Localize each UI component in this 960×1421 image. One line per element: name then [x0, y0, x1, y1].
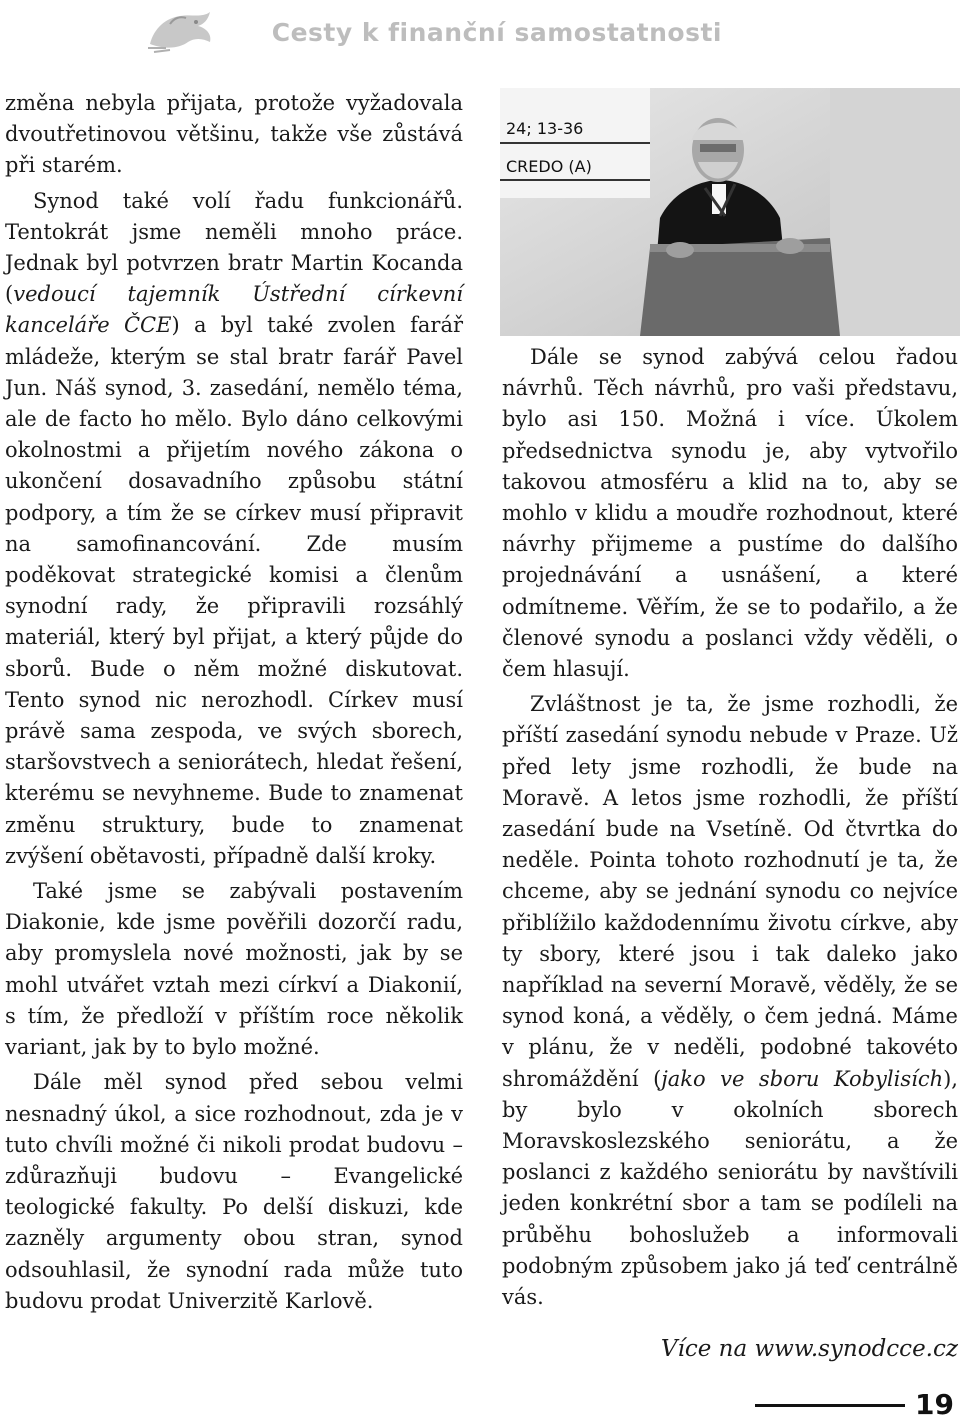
- photo-speaker-at-pulpit: [500, 88, 960, 336]
- paragraph-text: ), by bylo v okolních sborech Moravskoslezského seniorátu, a že poslanci z každého seniorátu by navštívili jeden konkrétní sbor a tam se podíleli na průběhu bohoslužeb a informovali podobným způsobem jako já teď centrálně vás.: [502, 1066, 958, 1310]
- running-header-title: Cesty k finanční samostatnosti: [271, 18, 722, 47]
- hymn-board-line1: 24; 13-36: [506, 119, 584, 138]
- paragraph: [5, 876, 463, 1063]
- italic-text: jako ve sboru Kobylisích: [661, 1066, 944, 1091]
- paragraph-text: změna nebyla přijata, protože vyžadovala dvoutřetinovou většinu, takže vše zůstává při starém.: [5, 91, 463, 178]
- photo-illustration: [500, 88, 960, 336]
- paragraph: [5, 1067, 463, 1317]
- paragraph-text: Dále se synod zabývá celou řadou návrhů. Těch návrhů, pro vaši představu, bylo asi 150. Možná i více. Úkolem předsednictva synodu je, aby vytvořilo takovou atmosféru a klid na to, aby se mohlo v klidu a moudře rozhodnout, které návrhy přijmeme a pustíme do dalšího projednávání a usnášení, a které odmítneme. Věřím, že se to podařilo, a že členové synodu a poslanci vždy věděli, o čem hlasují.: [502, 345, 958, 682]
- paragraph-text: Zvláštnost je ta, že jsme rozhodli, že příští zasedání synodu nebude v Praze. Už před lety jsme rozhodli, že bude na Moravě. A letos jsme rozhodli, že příští zasedání bude na Vsetíně. Od čtvrtka do neděle. Pointa tohoto rozhodnutí je ta, že chceme, aby se jednání synodu co nejvíce přiblížilo každodennímu životu církve, aby ty sbory, které jsou i tak daleko jako například na severní Moravě, věděly, že se synod koná, a věděly, o čem jedná. Máme v plánu, že v neděli, podobné takovéto shromáždění (: [502, 692, 958, 1091]
- paragraph: [5, 186, 463, 872]
- right-article-column: [502, 342, 958, 1313]
- page-number: 19: [915, 1388, 954, 1421]
- paragraph-text: Také jsme se zabývali postavením Diakonie, kde jsme pověřili dozorčí radu, aby promyslela nové možnosti, jak by se mohl utvářet vztah mezi církví a Diakonií, s tím, že předloží v příštím roce několik variant, jak by to bylo možné.: [5, 879, 463, 1060]
- paragraph-text: ) a byl také zvolen farář mládeže, kterým se stal bratr farář Pavel Jun. Náš synod, 3. zasedání, nemělo téma, ale de facto ho mělo. Bylo dáno celkovými okolnostmi a přijetím nového zákona o ukončení dosavadního způsobu státní podpory, a tím že se církev musí připravit na samofinancování. Zde musím poděkovat strategické komisi a členům synodní rady, že připravili rozsáhlý materiál, který byl přijat, a který půjde do sborů. Bude o něm možné diskutovat. Tento synod nic nerozhodl. Církev musí právě sama zespoda, ve svých sborech, staršovstvech a seniorátech, hledat řešení, kterému se nevyhneme. Bude to znamenat změnu struktury, bude to znamenat zvýšení obětavosti, případně další kroky.: [5, 313, 463, 868]
- paragraph-text: Synod také volí řadu funkcionářů. Tentokrát jsme neměli mnoho práce. Jednak byl potvrzen bratr Martin Kocanda (: [5, 188, 463, 307]
- footer-rule: [755, 1404, 905, 1407]
- paragraph: [502, 689, 958, 1313]
- page-header: [0, 0, 960, 70]
- more-info-link[interactable]: Více na www.synodcce.cz: [660, 1336, 958, 1362]
- rooster-icon: [140, 4, 220, 54]
- hymn-board-line2: CREDO (A): [506, 157, 592, 176]
- left-article-column: [5, 88, 463, 1317]
- paragraph-text: Dále měl synod před sebou velmi nesnadný úkol, a sice rozhodnout, zda je v tuto chvíli možné či nikoli prodat budovu – zdůrazňuji budovu – Evangelické teologické fakulty. Po delší diskuzi, kde zazněly argumenty obou stran, synod odsouhlasil, že synodní rada může tuto budovu prodat Univerzitě Karlově.: [5, 1070, 463, 1313]
- paragraph: [502, 342, 958, 685]
- italic-text: vedoucí tajemník Ústřední církevní kanceláře ČCE: [5, 282, 463, 338]
- paragraph: [5, 88, 463, 182]
